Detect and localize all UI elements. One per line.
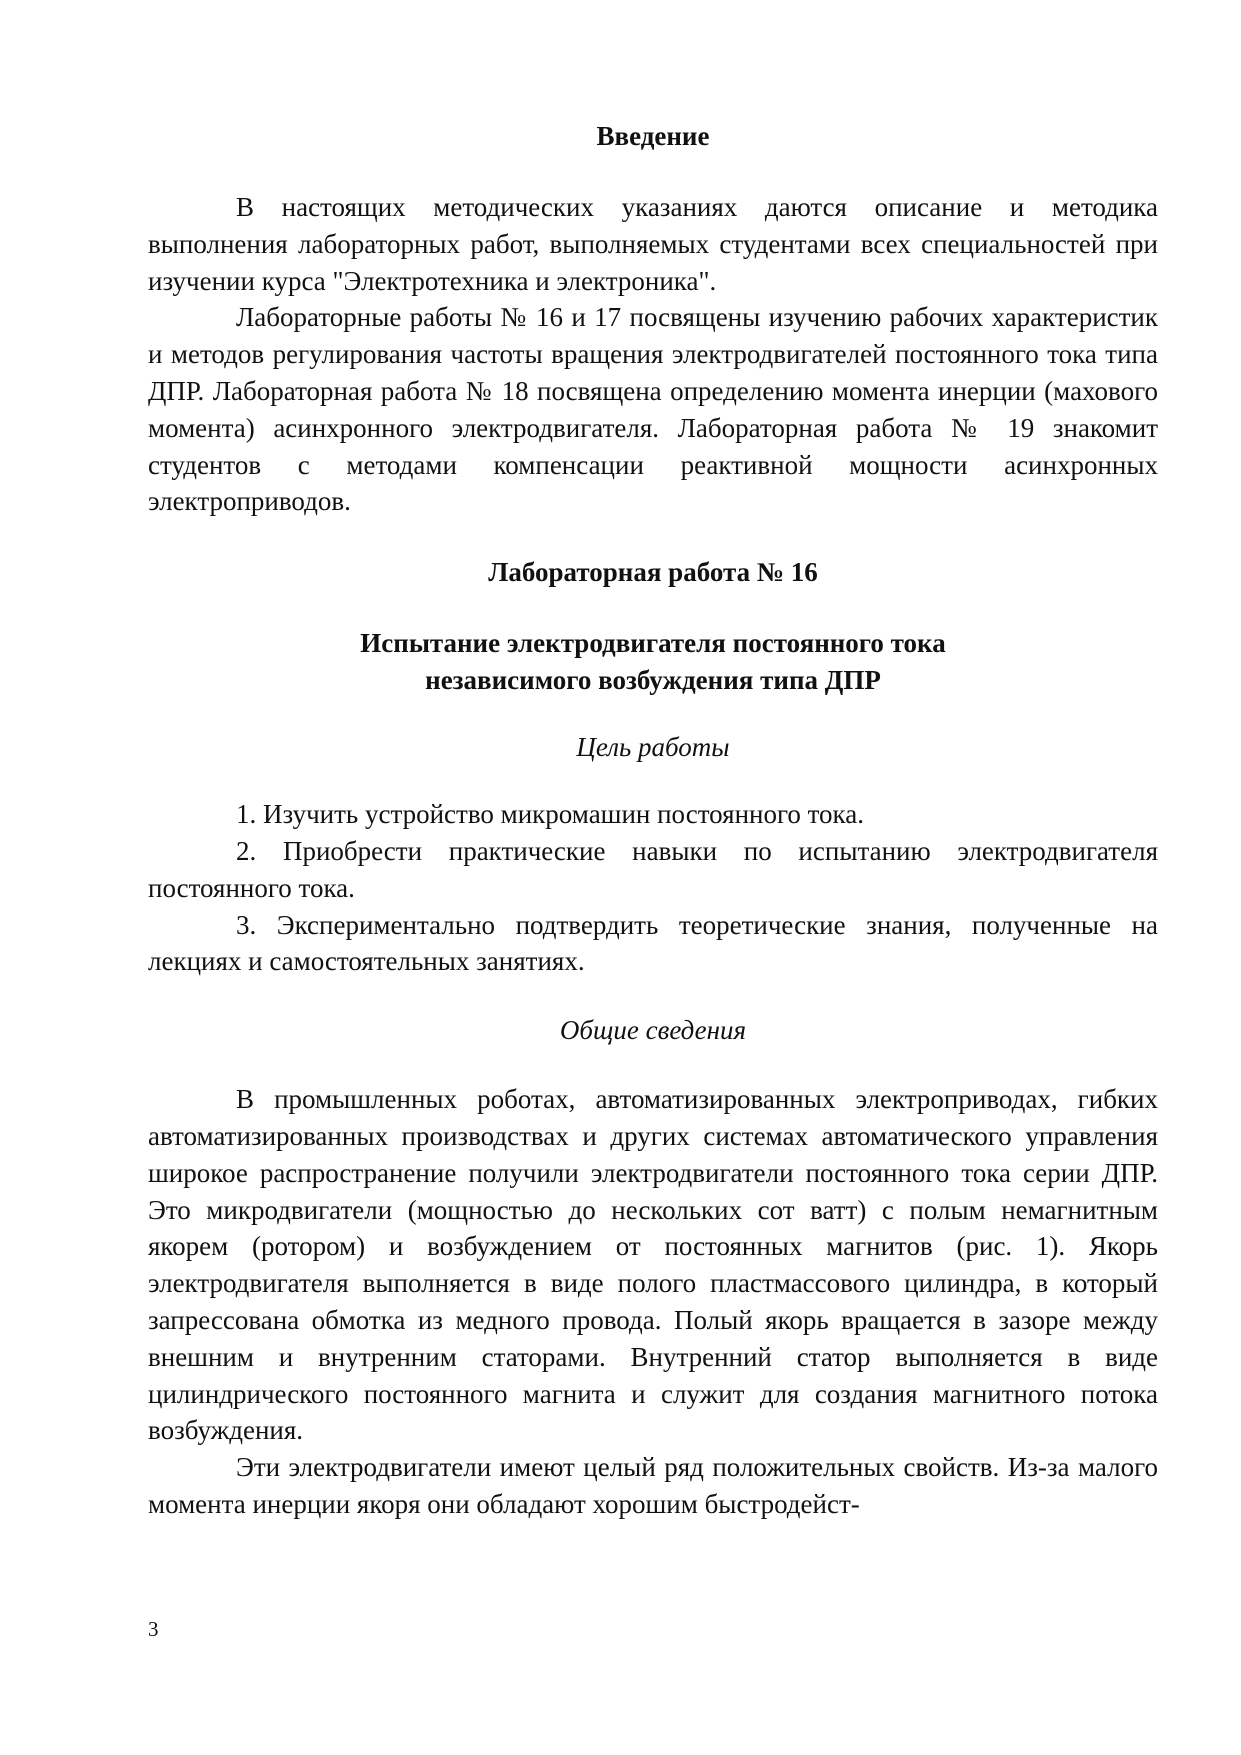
general-title: Общие сведения [559,1015,747,1046]
intro-paragraph: Лабораторные работы № 16 и 17 посвящены изучению рабочих характеристик и методов регулирования частоты вращения электродвигателей постоянного тока типа ДПР. Лабораторная работа № 18 посвящена определению момента инерции (махового момента) асинхронного электродвигателя. Лабораторная работа № 19 знакомит студентов с методами компенсации реактивной мощности асинхронных электроприводов. [148,302,1158,517]
lab-title: Лабораторная работа № 16 [488,557,818,588]
goal-title: Цель работы [576,732,730,763]
page-content [148,118,1158,1523]
intro-title: Введение [596,121,710,151]
intro-paragraph: В настоящих методических указаниях даются описание и методика выполнения лабораторных работ, выполняемых студентами всех специальностей при изучении курса "Электротехника и электроника". [148,192,1158,296]
lab-subtitle-line-2: независимого возбуждения типа ДПР [425,665,881,696]
page-number: 3 [148,1617,159,1641]
goal-list-item: 3. Экспериментально подтвердить теоретические знания, полученные на лекциях и самостоятельных занятиях. [148,909,1158,977]
goal-list-item: 2. Приобрести практические навыки по испытанию электродвигателя постоянного тока. [148,835,1158,903]
lab-subtitle-line-1: Испытание электродвигателя постоянного тока [360,628,946,659]
general-paragraph: В промышленных роботах, автоматизированных электроприводах, гибких автоматизированных производствах и других системах автоматического управления широкое распространение получили электродвигатели постоянного тока серии ДПР. Это микродвигатели (мощностью до нескольких сот ватт) с полым немагнитным якорем (ротором) и возбуждением от постоянных магнитов (рис. 1). Якорь электродвигателя выполняется в виде полого пластмассового цилиндра, в который запрессована обмотка из медного провода. Полый якорь вращается в зазоре между внешним и внутренним статорами. Внутренний статор выполняется в виде цилиндрического постоянного магнита и служит для создания магнитного потока возбуждения. [148,1084,1158,1446]
goal-list-item: 1. Изучить устройство микромашин постоянного тока. [236,799,865,830]
general-paragraph: Эти электродвигатели имеют целый ряд положительных свойств. Из-за малого момента инерции якоря они обладают хорошим быстродейст- [148,1452,1158,1519]
